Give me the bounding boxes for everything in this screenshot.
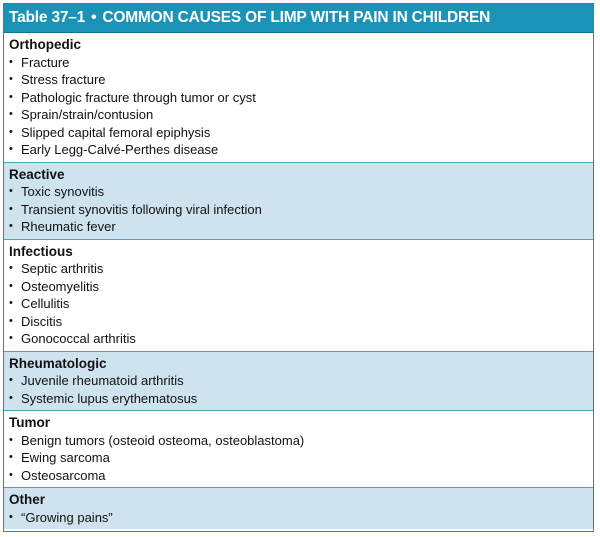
section-tumor: [4, 411, 593, 488]
list-item-text: Fracture: [21, 54, 70, 70]
section-rheumatologic: [4, 352, 593, 412]
bullet-icon: •: [9, 433, 13, 446]
list-item: [9, 89, 593, 107]
section-other: [4, 488, 593, 529]
list-item: [9, 183, 593, 201]
table-title-bar: [4, 4, 593, 33]
list-item: [9, 509, 593, 527]
list-item: [9, 330, 593, 348]
table-body: [4, 33, 593, 529]
bullet-icon: •: [9, 374, 13, 386]
section-orthopedic: [4, 33, 593, 163]
bullet-icon: •: [9, 451, 13, 463]
list-item: [9, 467, 593, 485]
bullet-icon: •: [9, 143, 13, 155]
section-heading: Reactive: [9, 166, 65, 182]
list-item-text: Sprain/strain/contusion: [21, 107, 154, 122]
list-item-text: Benign tumors (osteoid osteoma, osteoblastoma): [21, 432, 305, 448]
bullet-icon: •: [9, 108, 13, 120]
list-item: [9, 54, 593, 72]
bullet-icon: •: [9, 332, 13, 344]
list-item: [9, 106, 593, 124]
bullet-icon: •: [9, 468, 13, 481]
bullet-icon: •: [9, 220, 13, 232]
list-item-text: Slipped capital femoral epiphysis: [21, 124, 211, 140]
list-item-text: Pathologic fracture through tumor or cyst: [21, 89, 256, 105]
list-item-text: “Growing pains”: [21, 509, 113, 525]
bullet-icon: •: [9, 279, 13, 292]
bullet-icon: •: [9, 314, 13, 327]
bullet-icon: •: [9, 55, 13, 68]
bullet-icon: •: [9, 185, 13, 197]
list-item-text: Early Legg-Calvé-Perthes disease: [21, 142, 219, 157]
list-item: [9, 278, 593, 296]
table-title: COMMON CAUSES OF LIMP WITH PAIN IN CHILDREN: [102, 9, 491, 26]
list-item: [9, 449, 593, 467]
list-item-text: Ewing sarcoma: [21, 450, 110, 465]
section-heading: Orthopedic: [9, 37, 82, 52]
list-item-text: Osteomyelitis: [21, 278, 100, 294]
bullet-icon: •: [9, 262, 13, 274]
bullet-icon: •: [9, 510, 13, 523]
section-heading: Other: [9, 492, 46, 507]
section-heading: Rheumatologic: [9, 355, 107, 371]
list-item: [9, 124, 593, 142]
title-separator: •: [91, 9, 97, 26]
section-reactive: [4, 163, 593, 240]
bullet-icon: •: [9, 125, 13, 138]
list-item: [9, 390, 593, 408]
list-item: [9, 201, 593, 219]
list-item: [9, 141, 593, 159]
bullet-icon: •: [9, 297, 13, 309]
list-item: [9, 313, 593, 331]
table-number: Table 37–1: [9, 9, 86, 26]
list-item: [9, 260, 593, 278]
list-item-text: Osteosarcoma: [21, 467, 106, 483]
list-item: [9, 71, 593, 89]
list-item-text: Juvenile rheumatoid arthritis: [21, 373, 184, 388]
section-heading: Tumor: [9, 415, 50, 430]
bullet-icon: •: [9, 391, 13, 404]
list-item-text: Cellulitis: [21, 296, 70, 311]
list-item-text: Rheumatic fever: [21, 219, 116, 234]
list-item-text: Systemic lupus erythematosus: [21, 390, 198, 406]
bullet-icon: •: [9, 202, 13, 215]
list-item-text: Toxic synovitis: [21, 184, 105, 199]
bullet-icon: •: [9, 90, 13, 103]
list-item-text: Gonococcal arthritis: [21, 331, 136, 346]
bullet-icon: •: [9, 73, 13, 85]
list-item: [9, 218, 593, 236]
table-frame: [3, 3, 594, 532]
list-item-text: Transient synovitis following viral infection: [21, 201, 262, 217]
list-item-text: Septic arthritis: [21, 261, 104, 276]
list-item: [9, 295, 593, 313]
section-infectious: [4, 240, 593, 352]
list-item-text: Discitis: [21, 313, 63, 329]
list-item-text: Stress fracture: [21, 72, 106, 87]
section-heading: Infectious: [9, 243, 73, 259]
list-item: [9, 432, 593, 450]
list-item: [9, 372, 593, 390]
